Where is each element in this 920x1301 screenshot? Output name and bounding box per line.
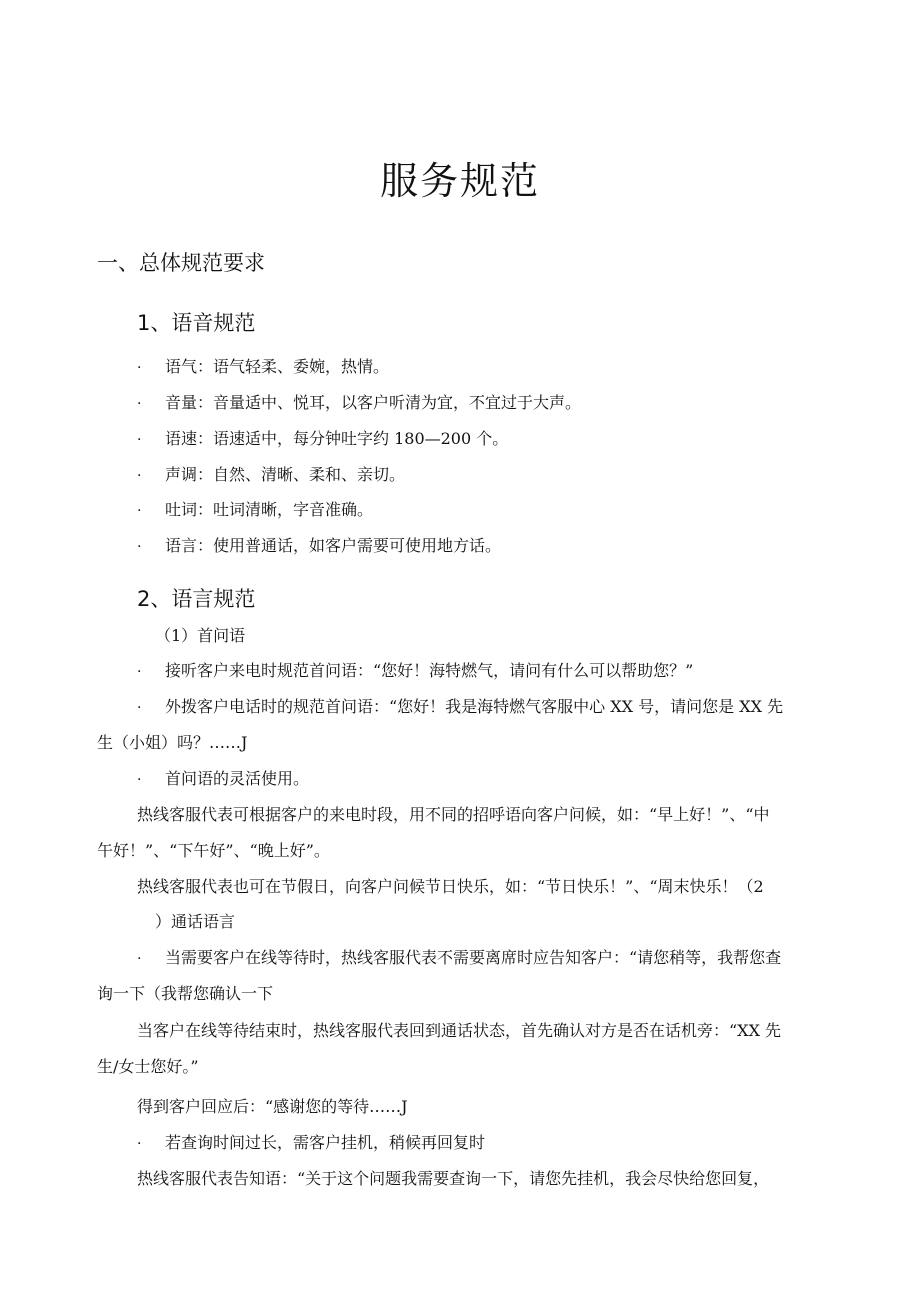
list-item [137, 462, 405, 485]
bullet-icon: · [137, 951, 142, 967]
paragraph: 当客户在线等待结束时，热线客服代表回到通话状态，首先确认对方是否在话机旁：“XX 先 [137, 1021, 782, 1040]
paragraph-continuation: 生/女士您好。” [97, 1057, 199, 1076]
list-item-text: 首问语的灵活使用。 [165, 769, 310, 788]
list-item [137, 354, 389, 377]
list-item-continuation: 询一下（我帮您确认一下 [97, 984, 274, 1003]
paragraph-continuation: ）通话语言 [155, 912, 236, 931]
paragraph: 热线客服代表可根据客户的来电时段，用不同的招呼语向客户问候，如：“早上好！”、“中 [137, 805, 770, 824]
bullet-icon: · [137, 1136, 142, 1152]
bullet-icon: · [137, 503, 142, 519]
subsection-heading-voice: 1、语音规范 [137, 311, 256, 335]
list-item [137, 390, 581, 413]
bullet-icon: · [137, 772, 142, 788]
paragraph: 热线客服代表也可在节假日，向客户问候节日快乐，如：“节日快乐！”、“周末快乐！（2 [137, 877, 764, 896]
list-item-text: 若查询时间过长，需客户挂机，稍候再回复时 [165, 1133, 486, 1152]
bullet-icon: · [137, 432, 142, 448]
list-item-text: 语气：语气轻柔、委婉，热情。 [165, 357, 390, 376]
list-item [137, 426, 508, 449]
list-item-text: 音量：音量适中、悦耳，以客户听清为宜，不宜过于大声。 [165, 393, 582, 412]
list-item-text: 吐词：吐词清晰，字音准确。 [165, 500, 374, 519]
list-item [137, 533, 501, 556]
list-item-text: 语言：使用普通话，如客户需要可使用地方话。 [165, 536, 502, 555]
list-item-continuation: 生（小姐）吗？……J [97, 733, 248, 752]
section-heading-general: 一、总体规范要求 [97, 251, 265, 275]
list-item-text: 声调：自然、清晰、柔和、亲切。 [165, 465, 406, 484]
bullet-icon: · [137, 360, 142, 376]
bullet-icon: · [137, 700, 142, 716]
subsection-heading-language: 2、语言规范 [137, 587, 256, 611]
list-item [137, 658, 693, 681]
list-item [137, 945, 781, 968]
bullet-icon: · [137, 396, 142, 412]
bullet-icon: · [137, 664, 142, 680]
list-item [137, 1130, 485, 1153]
list-item [137, 694, 783, 717]
list-item [137, 766, 309, 789]
list-item [137, 497, 373, 520]
list-item-text: 接听客户来电时规范首问语：“您好！海特燃气，请问有什么可以帮助您？” [165, 661, 694, 680]
bullet-icon: · [137, 468, 142, 484]
list-item-text: 语速：语速适中，每分钟吐字约 180—200 个。 [165, 429, 509, 448]
paragraph: 得到客户回应后：“感谢您的等待……J [137, 1097, 408, 1116]
paragraph: 热线客服代表告知语：“关于这个问题我需要查询一下，请您先挂机，我会尽快给您回复， [137, 1169, 770, 1188]
bullet-icon: · [137, 539, 142, 555]
paragraph-continuation: 午好！”、“下午好”、“晚上好”。 [97, 841, 330, 860]
page-title: 服务规范 [379, 159, 540, 203]
list-item-text: 当需要客户在线等待时，热线客服代表不需要离席时应告知客户：“请您稍等，我帮您查 [165, 948, 782, 967]
sub-item-heading: （1）首问语 [155, 626, 246, 645]
list-item-text: 外拨客户电话时的规范首问语：“您好！我是海特燃气客服中心 XX 号，请问您是 XX 先 [165, 697, 784, 716]
